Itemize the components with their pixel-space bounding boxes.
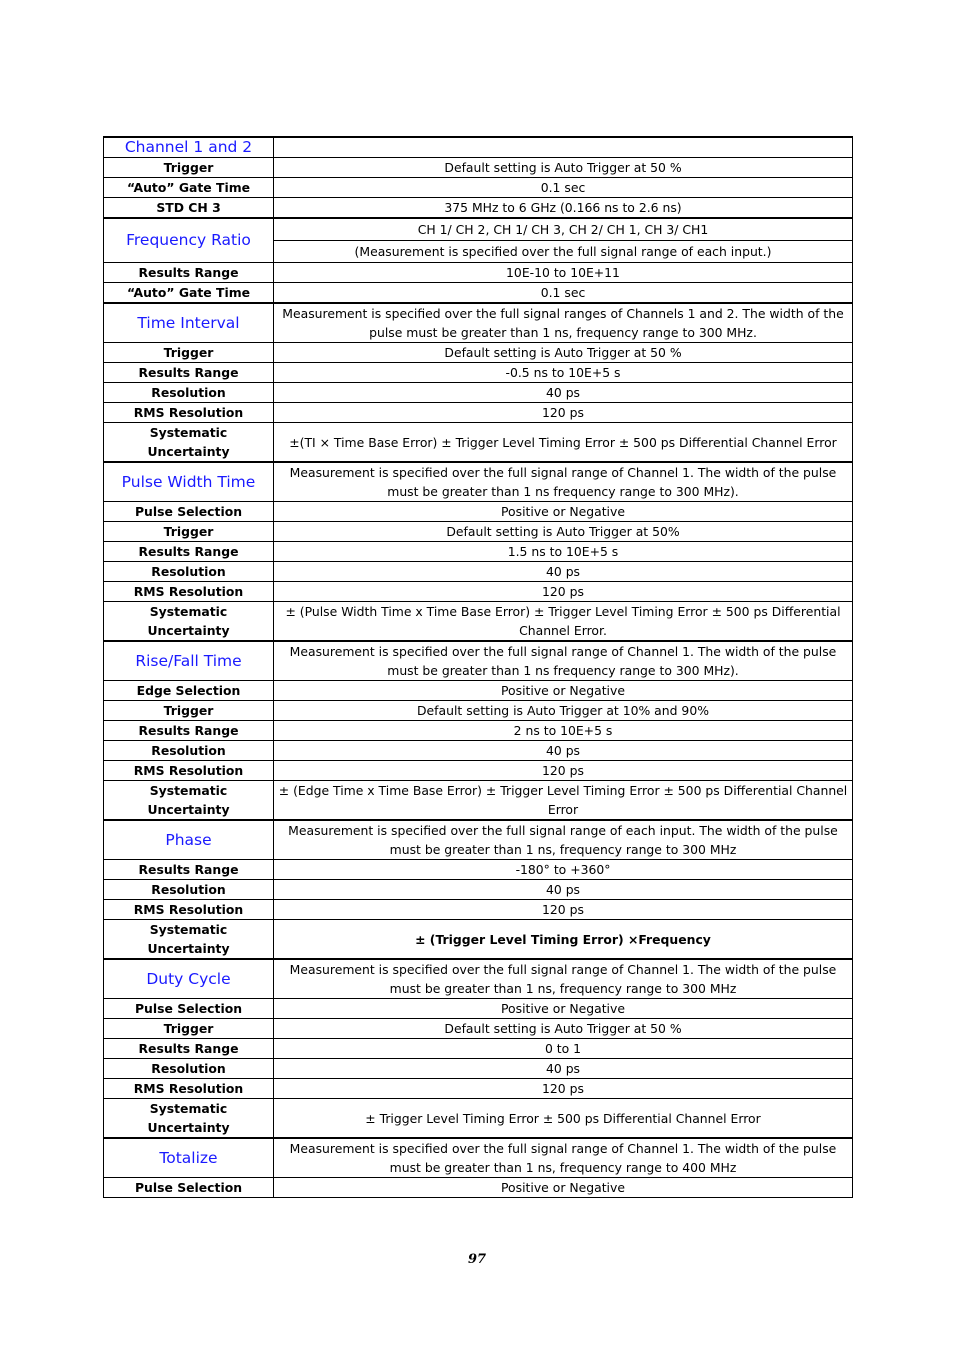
row-label: Systematic Uncertainty	[104, 423, 274, 463]
row-label: Trigger	[104, 1019, 274, 1039]
section-header-row-totalize	[104, 1138, 853, 1178]
row-value: 40 ps	[274, 562, 853, 582]
row-value: 120 ps	[274, 403, 853, 423]
row-label: Results Range	[104, 721, 274, 741]
table-row	[104, 721, 853, 741]
table-row	[104, 602, 853, 642]
row-value: 1.5 ns to 10E+5 s	[274, 542, 853, 562]
section-title: Rise/Fall Time	[104, 641, 274, 681]
section-title: Pulse Width Time	[104, 462, 274, 502]
row-label: Pulse Selection	[104, 502, 274, 522]
table-row	[104, 781, 853, 821]
section-description: (Measurement is specified over the full signal range of each input.)	[274, 241, 853, 263]
row-value: Default setting is Auto Trigger at 10% and 90%	[274, 701, 853, 721]
row-label: Edge Selection	[104, 681, 274, 701]
row-label: STD CH 3	[104, 198, 274, 219]
table-row	[104, 178, 853, 198]
page-number: 97	[467, 1252, 487, 1267]
table-row	[104, 920, 853, 960]
row-value: 10E-10 to 10E+11	[274, 263, 853, 283]
table-row	[104, 263, 853, 283]
section-description: Measurement is specified over the full signal range of Channel 1. The width of the pulse must be greater than 1 ns, frequency range to 400 MHz	[274, 1138, 853, 1178]
section-description: Measurement is specified over the full signal range of each input. The width of the pulse must be greater than 1 ns, frequency range to 300 MHz	[274, 820, 853, 860]
table-row	[104, 1039, 853, 1059]
row-label: Resolution	[104, 880, 274, 900]
table-row	[104, 403, 853, 423]
row-value: ± Trigger Level Timing Error ± 500 ps Differential Channel Error	[274, 1099, 853, 1139]
row-label: Systematic Uncertainty	[104, 781, 274, 821]
table-row	[104, 741, 853, 761]
table-row	[104, 198, 853, 219]
row-label: Resolution	[104, 383, 274, 403]
row-label: RMS Resolution	[104, 900, 274, 920]
table-row	[104, 283, 853, 304]
table-row	[104, 383, 853, 403]
row-value: 120 ps	[274, 582, 853, 602]
section-title: Duty Cycle	[104, 959, 274, 999]
row-label: Results Range	[104, 363, 274, 383]
section-description: Measurement is specified over the full signal ranges of Channels 1 and 2. The width of the pulse must be greater than 1 ns, frequency range to 300 MHz.	[274, 303, 853, 343]
row-value: 40 ps	[274, 383, 853, 403]
row-value: ± (Edge Time x Time Base Error) ± Trigger Level Timing Error ± 500 ps Differential Channel Error	[274, 781, 853, 821]
row-label: RMS Resolution	[104, 761, 274, 781]
row-label: Trigger	[104, 158, 274, 178]
section-header-row-time-interval	[104, 303, 853, 343]
row-label: Trigger	[104, 701, 274, 721]
row-value: 0.1 sec	[274, 178, 853, 198]
table-row	[104, 522, 853, 542]
row-value: 0.1 sec	[274, 283, 853, 304]
row-label: RMS Resolution	[104, 582, 274, 602]
row-value: -0.5 ns to 10E+5 s	[274, 363, 853, 383]
table-row	[104, 542, 853, 562]
row-label: Results Range	[104, 263, 274, 283]
section-description: Measurement is specified over the full signal range of Channel 1. The width of the pulse must be greater than 1 ns frequency range to 300 MHz).	[274, 462, 853, 502]
table-row	[104, 363, 853, 383]
section-description: Measurement is specified over the full signal range of Channel 1. The width of the pulse must be greater than 1 ns frequency range to 300 MHz).	[274, 641, 853, 681]
section-title: Totalize	[104, 1138, 274, 1178]
row-value: ±(TI × Time Base Error) ± Trigger Level Timing Error ± 500 ps Differential Channel Error	[274, 423, 853, 463]
row-value: Default setting is Auto Trigger at 50%	[274, 522, 853, 542]
section-header-row-rise-fall-time	[104, 641, 853, 681]
row-value: Default setting is Auto Trigger at 50 %	[274, 1019, 853, 1039]
row-label: Systematic Uncertainty	[104, 920, 274, 960]
row-value: Positive or Negative	[274, 999, 853, 1019]
section-header-row-channel-1-and-2	[104, 137, 853, 158]
table-row	[104, 562, 853, 582]
row-value: 0 to 1	[274, 1039, 853, 1059]
row-value: 120 ps	[274, 900, 853, 920]
row-label: Trigger	[104, 343, 274, 363]
table-row	[104, 343, 853, 363]
row-label: “Auto” Gate Time	[104, 283, 274, 304]
table-row	[104, 701, 853, 721]
section-description: Measurement is specified over the full signal range of Channel 1. The width of the pulse must be greater than 1 ns, frequency range to 300 MHz	[274, 959, 853, 999]
row-value: Default setting is Auto Trigger at 50 %	[274, 343, 853, 363]
table-row	[104, 1099, 853, 1139]
row-label: RMS Resolution	[104, 403, 274, 423]
section-description: CH 1/ CH 2, CH 1/ CH 3, CH 2/ CH 1, CH 3/ CH1	[274, 218, 853, 241]
row-value: ± (Pulse Width Time x Time Base Error) ± Trigger Level Timing Error ± 500 ps Differential Channel Error.	[274, 602, 853, 642]
row-value: 40 ps	[274, 1059, 853, 1079]
table-row	[104, 423, 853, 463]
row-value: 40 ps	[274, 741, 853, 761]
table-row	[104, 1178, 853, 1198]
row-label: Systematic Uncertainty	[104, 1099, 274, 1139]
table-row	[104, 880, 853, 900]
section-title: Time Interval	[104, 303, 274, 343]
table-row	[104, 761, 853, 781]
section-description	[274, 137, 853, 158]
spec-table	[103, 136, 853, 1198]
row-value: Positive or Negative	[274, 1178, 853, 1198]
table-row	[104, 1019, 853, 1039]
table-row	[104, 582, 853, 602]
table-row	[104, 900, 853, 920]
row-value: 120 ps	[274, 1079, 853, 1099]
section-title: Frequency Ratio	[104, 218, 274, 263]
spec-body	[104, 137, 853, 1198]
row-label: “Auto” Gate Time	[104, 178, 274, 198]
row-value: Default setting is Auto Trigger at 50 %	[274, 158, 853, 178]
row-label: Results Range	[104, 860, 274, 880]
table-row	[104, 1079, 853, 1099]
row-label: RMS Resolution	[104, 1079, 274, 1099]
row-label: Pulse Selection	[104, 1178, 274, 1198]
row-label: Resolution	[104, 562, 274, 582]
section-header-row-duty-cycle	[104, 959, 853, 999]
section-header-row-pulse-width-time	[104, 462, 853, 502]
row-value: 375 MHz to 6 GHz (0.166 ns to 2.6 ns)	[274, 198, 853, 219]
section-title: Phase	[104, 820, 274, 860]
table-row	[104, 999, 853, 1019]
row-value: 120 ps	[274, 761, 853, 781]
section-title: Channel 1 and 2	[104, 137, 274, 158]
row-label: Systematic Uncertainty	[104, 602, 274, 642]
row-value: -180° to +360°	[274, 860, 853, 880]
row-value: 2 ns to 10E+5 s	[274, 721, 853, 741]
section-header-row-frequency-ratio	[104, 218, 853, 241]
row-label: Pulse Selection	[104, 999, 274, 1019]
row-value: 40 ps	[274, 880, 853, 900]
row-value: Positive or Negative	[274, 502, 853, 522]
row-label: Resolution	[104, 1059, 274, 1079]
row-label: Results Range	[104, 542, 274, 562]
section-header-row-phase	[104, 820, 853, 860]
row-label: Trigger	[104, 522, 274, 542]
row-value: Positive or Negative	[274, 681, 853, 701]
row-label: Resolution	[104, 741, 274, 761]
table-row	[104, 681, 853, 701]
table-row	[104, 1059, 853, 1079]
table-row	[104, 860, 853, 880]
row-label: Results Range	[104, 1039, 274, 1059]
table-row	[104, 158, 853, 178]
row-value: ± (Trigger Level Timing Error) ×Frequency	[274, 920, 853, 960]
table-row	[104, 502, 853, 522]
